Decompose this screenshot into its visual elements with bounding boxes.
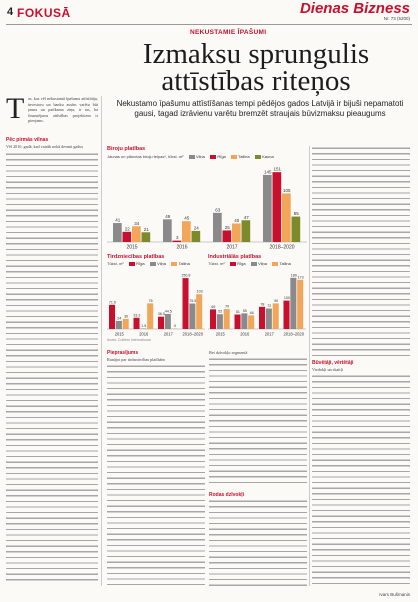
data-label: 71.6	[108, 300, 116, 305]
bar	[140, 328, 146, 329]
bar	[248, 315, 254, 329]
body-text-column-2	[107, 364, 205, 586]
body-text-column-4b	[312, 374, 410, 586]
header-rule	[6, 24, 412, 25]
bar	[158, 317, 164, 329]
industrial-chart	[208, 267, 306, 337]
retail-chart-title: Tirdzniecības platības	[107, 254, 165, 260]
data-label: 40	[234, 218, 240, 223]
legend-item: Viļņa	[189, 154, 205, 159]
tick-label: 2017	[163, 331, 173, 337]
data-label: 36.5	[157, 312, 165, 317]
legend-item: Tallina	[171, 261, 190, 266]
industrial-chart-title: Industriālās platības	[208, 254, 262, 260]
subhead-1: Pēc pirmās vilnas	[6, 137, 49, 143]
data-label: 151	[273, 166, 282, 172]
headline: Izmaksu sprungulis attīstības riteņos	[142, 38, 370, 97]
legend-item: Viļņa	[251, 261, 267, 266]
bar	[242, 220, 251, 242]
bar	[210, 309, 216, 329]
bar	[173, 241, 182, 242]
data-label: 45	[184, 215, 190, 221]
bar	[142, 232, 151, 242]
bar	[266, 309, 272, 329]
tick-label: 2017	[264, 331, 274, 337]
bar	[297, 280, 303, 329]
data-label: 72	[267, 304, 272, 309]
data-label: 1.5	[141, 323, 147, 328]
bar	[147, 303, 153, 329]
legend-item: Rīga	[129, 261, 145, 266]
data-label: 49	[165, 213, 171, 219]
body-paragraph-4: Viedokļi un skaitļi	[312, 367, 343, 372]
data-label: 33.3	[133, 313, 141, 318]
offices-legend	[107, 154, 274, 159]
bar	[273, 303, 279, 329]
offices-chart	[107, 160, 307, 250]
industrial-chart-subtitle: Tūkst. m²	[208, 261, 225, 266]
data-label: 52	[218, 309, 223, 314]
bar	[263, 175, 272, 242]
tick-label: 2018–2020	[283, 331, 304, 337]
data-label: 69	[211, 304, 216, 309]
data-label: 24	[117, 316, 122, 321]
data-label: 47	[243, 214, 249, 220]
data-label: 48	[249, 310, 254, 315]
page-number: 4	[7, 6, 14, 18]
data-label: 100	[283, 296, 290, 301]
bar	[223, 230, 232, 242]
subhead-3: Rodas dzīvokļi	[209, 492, 245, 498]
bar	[123, 232, 132, 242]
tick-label: 2017	[226, 244, 238, 250]
body-paragraph-2: Runājot par tirdzniecības platībām	[107, 357, 165, 362]
data-label: 34	[134, 220, 140, 226]
data-label: 21	[143, 226, 149, 232]
offices-chart-subtitle: Jaunas un plānotas biroju telpas*, tūkst. m²	[107, 154, 184, 159]
bar	[192, 231, 201, 242]
data-label: 41	[115, 217, 121, 223]
data-label: 30	[124, 314, 129, 319]
bar	[282, 193, 291, 242]
data-label: 105	[282, 187, 291, 193]
intro-paragraph: as, kas vēl nekustamā īpašuma attīstītāju, investoru un banku ausīm varētu būt jauna un patīkama ziņa, ir tas, ka finansējums attīstības projektiem ir pieejams.	[28, 96, 98, 124]
tick-label: 2018–2020	[182, 331, 203, 337]
retail-legend	[107, 261, 190, 266]
industrial-legend	[208, 261, 291, 266]
bar	[116, 321, 122, 329]
bar	[213, 213, 222, 242]
bar	[290, 278, 296, 329]
bar	[232, 224, 241, 243]
bar	[109, 305, 115, 329]
legend-item: Rīga	[210, 154, 226, 159]
data-label: 24	[193, 225, 199, 231]
tick-label: 2015	[114, 331, 124, 337]
data-label: 150.8	[181, 273, 191, 278]
drop-cap: T	[6, 92, 25, 125]
lead-paragraph: Nekustamo īpašumu attīstīšanas tempi pēdējos gados Latvijā ir bijuši nepamatoti gausi, tagad izrāvienu varētu bremzēt straujais būvizmaksu pieaugums	[116, 99, 404, 118]
column-divider	[101, 96, 102, 586]
column-divider-right	[309, 146, 310, 586]
publication-logo: Dienas Bizness	[299, 0, 410, 17]
tick-label: 2015	[126, 244, 138, 250]
bar	[163, 219, 172, 242]
tick-label: 2016	[240, 331, 250, 337]
subhead-2: Pieprasījums	[107, 350, 139, 356]
bar	[217, 314, 223, 329]
tick-label: 2018–2020	[269, 244, 295, 250]
body-paragraph-1: Vēl 2016. gadā, kad vairāk nekā desmit gadus	[6, 144, 84, 149]
data-label: 173	[297, 275, 304, 280]
bar	[182, 221, 191, 242]
data-label: 90	[274, 298, 279, 303]
offices-chart-title: Biroju platības	[107, 146, 146, 152]
legend-item: Rīga	[230, 261, 246, 266]
data-label: 55	[242, 308, 247, 313]
bar	[273, 172, 282, 242]
body-text-column-3b	[209, 499, 307, 586]
data-label: 44.5	[164, 309, 172, 314]
chart-source: Avots: Colliers International	[107, 338, 151, 342]
bar	[123, 319, 129, 329]
retail-chart-subtitle: Tūkst. m²	[107, 261, 124, 266]
retail-chart	[107, 267, 205, 337]
data-label: 55	[293, 211, 299, 217]
data-label: 3	[175, 235, 179, 241]
data-label: 103	[196, 289, 203, 294]
data-label: 0	[174, 324, 177, 329]
body-paragraph-3: Bet dzīvokļu segmentā	[209, 350, 248, 355]
body-text-column-4	[312, 146, 410, 356]
bar	[134, 318, 140, 329]
data-label: 76	[148, 298, 153, 303]
tick-label: 2015	[215, 331, 225, 337]
data-label: 22	[124, 226, 130, 232]
data-label: 51	[235, 310, 240, 315]
legend-item: Viļņa	[150, 261, 166, 266]
data-label: 145	[263, 169, 272, 175]
data-label: 75.5	[189, 299, 197, 304]
legend-item: Tallina	[272, 261, 291, 266]
bar	[132, 226, 141, 242]
subhead-4: Būvētāji, vērtētāji	[312, 360, 354, 366]
bar	[196, 294, 202, 329]
data-label: 70	[225, 304, 230, 309]
data-label: 78	[260, 302, 265, 307]
bar	[165, 314, 171, 329]
bar	[189, 304, 195, 329]
bar	[183, 278, 189, 329]
body-text-column-3	[209, 357, 307, 487]
section-title: FOKUSĀ	[17, 6, 71, 20]
issue-meta: Nr. 73 (5200)	[383, 16, 410, 21]
tick-label: 2016	[176, 244, 188, 250]
data-label: 180	[290, 273, 297, 278]
bar	[235, 315, 241, 329]
legend-item: Kauņa	[255, 154, 274, 159]
tick-label: 2016	[139, 331, 149, 337]
byline: Ivars Bušmanis	[379, 592, 410, 597]
kicker: NEKUSTAMIE ĪPAŠUMI	[190, 29, 267, 36]
bar	[224, 309, 230, 329]
bar	[241, 313, 247, 329]
data-label: 63	[215, 207, 221, 213]
bar	[284, 301, 290, 329]
bar	[259, 307, 265, 329]
bar	[292, 217, 301, 242]
body-text-column-1	[6, 152, 98, 582]
legend-item: Tallina	[231, 154, 250, 159]
bar	[113, 223, 122, 242]
data-label: 25	[224, 224, 230, 230]
